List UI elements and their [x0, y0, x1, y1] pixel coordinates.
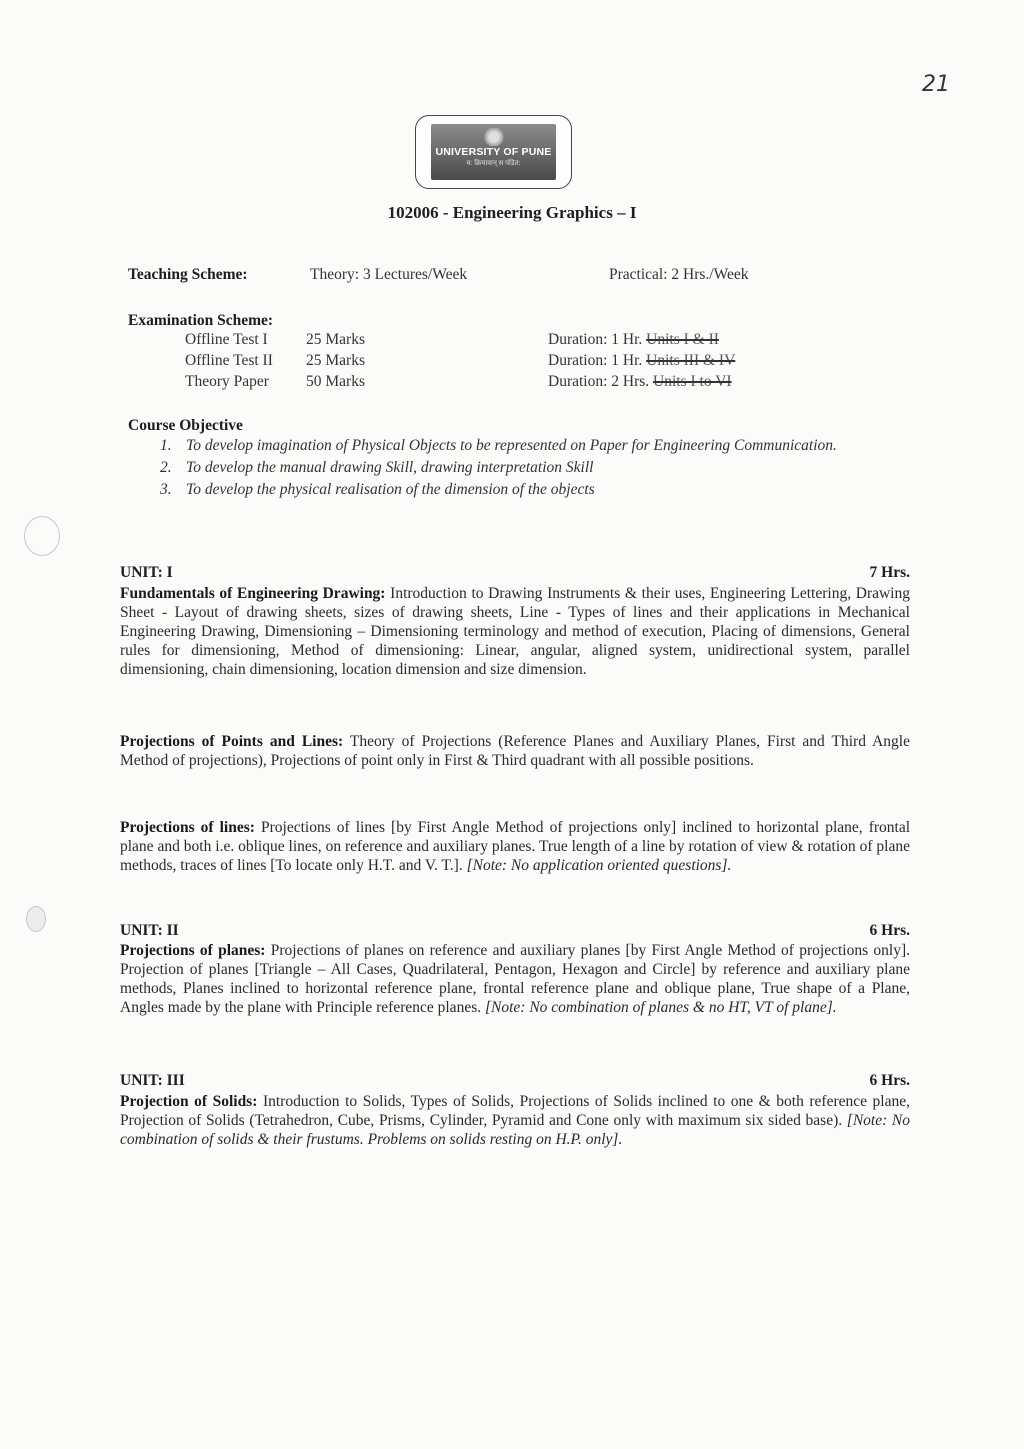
logo-name: UNIVERSITY OF PUNE — [435, 146, 552, 158]
examination-scheme-label: Examination Scheme: — [128, 312, 274, 329]
exam-row-name: Offline Test II — [185, 352, 273, 369]
exam-row-marks: 25 Marks — [306, 352, 365, 369]
exam-duration-text: Duration: 2 Hrs. — [548, 373, 650, 390]
exam-duration-text: Duration: 1 Hr. — [548, 352, 643, 369]
exam-row-duration — [548, 352, 735, 370]
section-note: [Note: No application oriented questions]. — [466, 857, 732, 874]
section-note: [Note: No combination of planes & no HT, VT of plane]. — [484, 999, 837, 1016]
handwritten-units-note: Units I to VI — [653, 373, 732, 390]
objective-item: 1. To develop imagination of Physical Objects to be represented on Paper for Engineering Communication. — [160, 437, 837, 454]
exam-row-name: Offline Test I — [185, 331, 268, 348]
exam-duration-text: Duration: 1 Hr. — [548, 331, 643, 348]
unit-hours: 6 Hrs. — [869, 1072, 910, 1089]
objective-item: 3. To develop the physical realisation of the dimension of the objects — [160, 481, 595, 498]
handwritten-units-note: Units III & IV — [646, 352, 736, 369]
course-objective-label: Course Objective — [128, 417, 243, 434]
unit-heading: UNIT: III 6 Hrs. — [120, 1072, 910, 1089]
course-title: 102006 - Engineering Graphics – I — [387, 203, 637, 222]
unit-hours: 7 Hrs. — [869, 564, 910, 581]
university-logo — [431, 124, 556, 180]
unit-section: Projections of lines: Projections of lines [by First Angle Method of projections only] inclined to horizontal plane, frontal plane and both i.e. oblique lines, on reference and auxiliary planes. True length of a line by rotation of view & rotation of plane methods, traces of lines [To locate only H.T. and V. T.]. [Note: No application oriented questions]. — [120, 819, 911, 874]
section-note: [Note: No combination of solids & their frustums. Problems on solids resting on H.P. only]. — [120, 1112, 910, 1148]
unit-section: Projections of Points and Lines: Theory of Projections (Reference Planes and Auxiliary Planes, First and Third Angle Method of projections), Projections of point only in First & Third quadrant with all possible positions. — [120, 733, 910, 769]
emblem-icon — [481, 128, 507, 146]
unit-hours: 6 Hrs. — [869, 922, 910, 939]
unit-section: Projections of planes: Projections of planes on reference and auxiliary planes [by First Angle Method of projections only]. Projection of planes [Triangle – All Cases, Quadrilateral, Pentagon, Hexagon and Circle] by reference and auxiliary plane methods, Planes inclined to horizontal reference plane, frontal reference plane and oblique plane, True shape of a Plane, Angles made by the plane with Principle reference planes. [Note: No combination of planes & no HT, VT of plane]. — [120, 942, 910, 1016]
university-logo-frame — [415, 115, 572, 189]
unit-heading: UNIT: II 6 Hrs. — [120, 922, 910, 939]
unit-section: Fundamentals of Engineering Drawing: Introduction to Drawing Instruments & their uses, Engineering Lettering, Drawing Sheet - Layout of drawing sheets, sizes of drawing sheets, Line - Types of lines and their applications in Mechanical Engineering Drawing, Dimensioning – Dimensioning terminology and method of execution, Placing of dimensions, General rules for dimensioning, Method of dimensioning: Linear, angular, aligned system, unidirectional system, parallel dimensioning, chain dimensioning, location dimension and size dimension. — [120, 585, 910, 678]
exam-row-duration — [548, 331, 719, 349]
teaching-practical: Practical: 2 Hrs./Week — [609, 266, 749, 283]
exam-row-marks: 25 Marks — [306, 331, 365, 348]
punch-hole-mark — [24, 516, 60, 556]
handwritten-units-note: Units I & II — [646, 331, 719, 348]
exam-row-marks: 50 Marks — [306, 373, 365, 390]
exam-row-name: Theory Paper — [185, 373, 269, 390]
teaching-scheme-label: Teaching Scheme: — [128, 266, 248, 283]
unit-heading: UNIT: I 7 Hrs. — [120, 564, 910, 581]
unit-section: Projection of Solids: Introduction to Solids, Types of Solids, Projections of Solids inclined to one & both reference plane, Projection of Solids (Tetrahedron, Cube, Prisms, Cylinder, Pyramid and Cone only with maximum six sided base). [Note: No combination of solids & their frustums. Problems on solids resting on H.P. only]. — [120, 1093, 910, 1148]
teaching-theory: Theory: 3 Lectures/Week — [310, 266, 468, 283]
punch-hole-mark — [26, 906, 46, 932]
page-number: 21 — [922, 72, 950, 97]
logo-motto: य: क्रियावान् स पंडित: — [466, 159, 521, 167]
exam-row-duration — [548, 373, 732, 391]
objective-item: 2. To develop the manual drawing Skill, drawing interpretation Skill — [160, 459, 594, 476]
course-objective-list — [160, 436, 912, 502]
